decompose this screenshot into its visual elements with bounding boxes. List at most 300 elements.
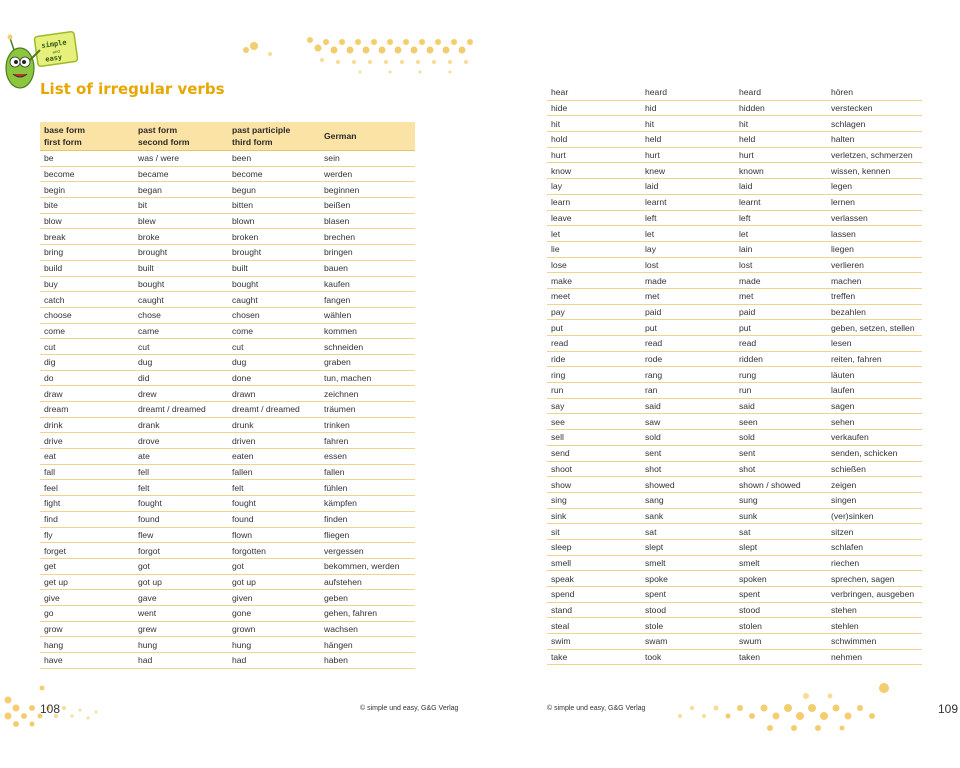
past-participle-cell: rung bbox=[735, 367, 827, 383]
german-cell: zeichnen bbox=[320, 386, 415, 402]
past-participle-cell: sat bbox=[735, 524, 827, 540]
german-cell: laufen bbox=[827, 383, 922, 399]
base-form-cell: ring bbox=[547, 367, 641, 383]
base-form-cell: feel bbox=[40, 480, 134, 496]
base-form-cell: buy bbox=[40, 276, 134, 292]
past-participle-cell: hurt bbox=[735, 147, 827, 163]
german-cell: vergessen bbox=[320, 543, 415, 559]
table-row bbox=[547, 336, 922, 352]
past-form-cell: drove bbox=[134, 433, 228, 449]
table-row bbox=[547, 100, 922, 116]
header-past-participle-label: past participle bbox=[232, 125, 291, 135]
past-participle-cell: dreamt / dreamed bbox=[228, 402, 320, 418]
base-form-cell: spend bbox=[547, 587, 641, 603]
past-form-cell: blew bbox=[134, 213, 228, 229]
base-form-cell: break bbox=[40, 229, 134, 245]
german-cell: lassen bbox=[827, 226, 922, 242]
base-form-cell: get up bbox=[40, 574, 134, 590]
past-participle-cell: hit bbox=[735, 116, 827, 132]
table-row bbox=[40, 213, 415, 229]
german-cell: haben bbox=[320, 653, 415, 669]
base-form-cell: hold bbox=[547, 132, 641, 148]
table-row bbox=[40, 527, 415, 543]
past-participle-cell: left bbox=[735, 210, 827, 226]
past-form-cell: caught bbox=[134, 292, 228, 308]
table-row bbox=[40, 402, 415, 418]
table-row bbox=[547, 320, 922, 336]
past-participle-cell: met bbox=[735, 288, 827, 304]
past-form-cell: laid bbox=[641, 179, 735, 195]
base-form-cell: take bbox=[547, 649, 641, 665]
past-form-cell: made bbox=[641, 273, 735, 289]
past-participle-cell: swum bbox=[735, 634, 827, 650]
german-cell: nehmen bbox=[827, 649, 922, 665]
past-participle-cell: driven bbox=[228, 433, 320, 449]
german-cell: verletzen, schmerzen bbox=[827, 147, 922, 163]
base-form-cell: pay bbox=[547, 304, 641, 320]
table-row bbox=[547, 367, 922, 383]
table-row bbox=[547, 304, 922, 320]
german-cell: bringen bbox=[320, 245, 415, 261]
german-cell: bauen bbox=[320, 260, 415, 276]
table-row bbox=[547, 116, 922, 132]
past-form-cell: read bbox=[641, 336, 735, 352]
table-row bbox=[40, 449, 415, 465]
past-form-cell: forgot bbox=[134, 543, 228, 559]
base-form-cell: eat bbox=[40, 449, 134, 465]
past-form-cell: ran bbox=[641, 383, 735, 399]
german-cell: schneiden bbox=[320, 339, 415, 355]
past-participle-cell: found bbox=[228, 511, 320, 527]
base-form-cell: drink bbox=[40, 417, 134, 433]
header-base-form-label: base form bbox=[44, 125, 86, 135]
past-participle-cell: run bbox=[735, 383, 827, 399]
past-participle-cell: had bbox=[228, 653, 320, 669]
german-cell: halten bbox=[827, 132, 922, 148]
german-cell: schlagen bbox=[827, 116, 922, 132]
logo-text-bottom: easy bbox=[44, 53, 63, 64]
past-form-cell: sank bbox=[641, 508, 735, 524]
table-row bbox=[547, 430, 922, 446]
past-participle-cell: cut bbox=[228, 339, 320, 355]
base-form-cell: do bbox=[40, 370, 134, 386]
past-participle-cell: sent bbox=[735, 445, 827, 461]
past-participle-cell: bought bbox=[228, 276, 320, 292]
past-form-cell: brought bbox=[134, 245, 228, 261]
table-header-row bbox=[40, 122, 415, 151]
past-participle-cell: known bbox=[735, 163, 827, 179]
past-form-cell: showed bbox=[641, 477, 735, 493]
base-form-cell: cut bbox=[40, 339, 134, 355]
german-cell: verstecken bbox=[827, 100, 922, 116]
table-row bbox=[40, 354, 415, 370]
base-form-cell: see bbox=[547, 414, 641, 430]
german-cell: legen bbox=[827, 179, 922, 195]
header-first-form bbox=[40, 122, 134, 151]
german-cell: sein bbox=[320, 151, 415, 167]
past-participle-cell: grown bbox=[228, 621, 320, 637]
base-form-cell: hear bbox=[547, 85, 641, 100]
past-form-cell: lay bbox=[641, 241, 735, 257]
past-form-cell: went bbox=[134, 605, 228, 621]
past-participle-cell: hidden bbox=[735, 100, 827, 116]
table-row bbox=[547, 226, 922, 242]
past-participle-cell: shot bbox=[735, 461, 827, 477]
base-form-cell: catch bbox=[40, 292, 134, 308]
german-cell: fahren bbox=[320, 433, 415, 449]
past-form-cell: chose bbox=[134, 307, 228, 323]
base-form-cell: drive bbox=[40, 433, 134, 449]
past-form-cell: did bbox=[134, 370, 228, 386]
past-form-cell: felt bbox=[134, 480, 228, 496]
german-cell: lernen bbox=[827, 194, 922, 210]
german-cell: kaufen bbox=[320, 276, 415, 292]
base-form-cell: hit bbox=[547, 116, 641, 132]
table-row bbox=[40, 511, 415, 527]
table-row bbox=[40, 417, 415, 433]
table-row bbox=[547, 445, 922, 461]
past-form-cell: took bbox=[641, 649, 735, 665]
past-form-cell: met bbox=[641, 288, 735, 304]
past-participle-cell: said bbox=[735, 398, 827, 414]
past-form-cell: bought bbox=[134, 276, 228, 292]
past-participle-cell: spent bbox=[735, 587, 827, 603]
past-form-cell: let bbox=[641, 226, 735, 242]
past-form-cell: had bbox=[134, 653, 228, 669]
past-participle-cell: given bbox=[228, 590, 320, 606]
base-form-cell: sink bbox=[547, 508, 641, 524]
past-participle-cell: laid bbox=[735, 179, 827, 195]
table-row bbox=[547, 587, 922, 603]
past-participle-cell: brought bbox=[228, 245, 320, 261]
past-participle-cell: come bbox=[228, 323, 320, 339]
table-row bbox=[547, 194, 922, 210]
past-participle-cell: fallen bbox=[228, 464, 320, 480]
past-participle-cell: drunk bbox=[228, 417, 320, 433]
table-row bbox=[40, 574, 415, 590]
past-participle-cell: built bbox=[228, 260, 320, 276]
past-form-cell: hid bbox=[641, 100, 735, 116]
table-row bbox=[40, 276, 415, 292]
german-cell: kommen bbox=[320, 323, 415, 339]
past-form-cell: flew bbox=[134, 527, 228, 543]
past-participle-cell: put bbox=[735, 320, 827, 336]
table-row bbox=[40, 637, 415, 653]
base-form-cell: let bbox=[547, 226, 641, 242]
past-form-cell: put bbox=[641, 320, 735, 336]
base-form-cell: smell bbox=[547, 555, 641, 571]
past-participle-cell: stolen bbox=[735, 618, 827, 634]
table-row bbox=[547, 524, 922, 540]
german-cell: brechen bbox=[320, 229, 415, 245]
past-participle-cell: lost bbox=[735, 257, 827, 273]
base-form-cell: say bbox=[547, 398, 641, 414]
german-cell: hängen bbox=[320, 637, 415, 653]
table-row bbox=[40, 386, 415, 402]
past-form-cell: got bbox=[134, 558, 228, 574]
past-form-cell: hurt bbox=[641, 147, 735, 163]
dots-decoration-bottom-right bbox=[670, 676, 890, 746]
table-row bbox=[40, 151, 415, 167]
past-participle-cell: read bbox=[735, 336, 827, 352]
copyright-left: © simple und easy, G&G Verlag bbox=[360, 705, 459, 712]
past-participle-cell: seen bbox=[735, 414, 827, 430]
base-form-cell: have bbox=[40, 653, 134, 669]
base-form-cell: swim bbox=[547, 634, 641, 650]
german-cell: werden bbox=[320, 166, 415, 182]
past-form-cell: built bbox=[134, 260, 228, 276]
table-row bbox=[547, 634, 922, 650]
table-row bbox=[40, 307, 415, 323]
base-form-cell: know bbox=[547, 163, 641, 179]
past-form-cell: heard bbox=[641, 85, 735, 100]
page-number-left: 108 bbox=[40, 702, 61, 716]
base-form-cell: grow bbox=[40, 621, 134, 637]
past-form-cell: slept bbox=[641, 539, 735, 555]
base-form-cell: hurt bbox=[547, 147, 641, 163]
right-page bbox=[480, 0, 960, 768]
german-cell: (ver)sinken bbox=[827, 508, 922, 524]
header-first-form-label: first form bbox=[44, 137, 82, 147]
past-form-cell: drank bbox=[134, 417, 228, 433]
past-form-cell: spoke bbox=[641, 571, 735, 587]
german-cell: verlassen bbox=[827, 210, 922, 226]
past-participle-cell: heard bbox=[735, 85, 827, 100]
past-form-cell: rode bbox=[641, 351, 735, 367]
german-cell: graben bbox=[320, 354, 415, 370]
past-form-cell: rang bbox=[641, 367, 735, 383]
past-participle-cell: dug bbox=[228, 354, 320, 370]
past-participle-cell: sung bbox=[735, 492, 827, 508]
base-form-cell: blow bbox=[40, 213, 134, 229]
past-form-cell: was / were bbox=[134, 151, 228, 167]
past-participle-cell: drawn bbox=[228, 386, 320, 402]
past-participle-cell: begun bbox=[228, 182, 320, 198]
table-row bbox=[547, 147, 922, 163]
table-row bbox=[40, 558, 415, 574]
german-cell: singen bbox=[827, 492, 922, 508]
german-cell: verlieren bbox=[827, 257, 922, 273]
base-form-cell: shoot bbox=[547, 461, 641, 477]
past-form-cell: paid bbox=[641, 304, 735, 320]
table-row bbox=[547, 508, 922, 524]
base-form-cell: hide bbox=[547, 100, 641, 116]
past-form-cell: hung bbox=[134, 637, 228, 653]
table-row bbox=[547, 163, 922, 179]
past-participle-cell: gone bbox=[228, 605, 320, 621]
copyright-right: © simple und easy, G&G Verlag bbox=[547, 705, 646, 712]
past-participle-cell: eaten bbox=[228, 449, 320, 465]
german-cell: reiten, fahren bbox=[827, 351, 922, 367]
base-form-cell: speak bbox=[547, 571, 641, 587]
table-row bbox=[547, 288, 922, 304]
german-cell: sagen bbox=[827, 398, 922, 414]
base-form-cell: make bbox=[547, 273, 641, 289]
table-row bbox=[40, 292, 415, 308]
base-form-cell: leave bbox=[547, 210, 641, 226]
table-row bbox=[40, 590, 415, 606]
table-row bbox=[547, 492, 922, 508]
german-cell: geben bbox=[320, 590, 415, 606]
german-cell: fliegen bbox=[320, 527, 415, 543]
past-form-cell: gave bbox=[134, 590, 228, 606]
past-form-cell: came bbox=[134, 323, 228, 339]
german-cell: schlafen bbox=[827, 539, 922, 555]
table-row bbox=[547, 85, 922, 100]
german-cell: stehen bbox=[827, 602, 922, 618]
table-row bbox=[40, 464, 415, 480]
past-participle-cell: sunk bbox=[735, 508, 827, 524]
table-row bbox=[40, 370, 415, 386]
table-row bbox=[547, 539, 922, 555]
german-cell: blasen bbox=[320, 213, 415, 229]
past-participle-cell: caught bbox=[228, 292, 320, 308]
past-participle-cell: learnt bbox=[735, 194, 827, 210]
base-form-cell: lose bbox=[547, 257, 641, 273]
table-row bbox=[547, 602, 922, 618]
table-row bbox=[40, 543, 415, 559]
german-cell: läuten bbox=[827, 367, 922, 383]
german-cell: stehlen bbox=[827, 618, 922, 634]
past-form-cell: stole bbox=[641, 618, 735, 634]
table-row bbox=[547, 477, 922, 493]
table-row bbox=[547, 257, 922, 273]
base-form-cell: go bbox=[40, 605, 134, 621]
past-participle-cell: got up bbox=[228, 574, 320, 590]
german-cell: kämpfen bbox=[320, 496, 415, 512]
past-form-cell: bit bbox=[134, 198, 228, 214]
past-participle-cell: become bbox=[228, 166, 320, 182]
table-row bbox=[40, 245, 415, 261]
past-participle-cell: held bbox=[735, 132, 827, 148]
base-form-cell: get bbox=[40, 558, 134, 574]
base-form-cell: sell bbox=[547, 430, 641, 446]
table-row bbox=[547, 414, 922, 430]
past-form-cell: fell bbox=[134, 464, 228, 480]
past-participle-cell: sold bbox=[735, 430, 827, 446]
base-form-cell: sit bbox=[547, 524, 641, 540]
logo-text-mid: and bbox=[52, 48, 61, 55]
past-participle-cell: done bbox=[228, 370, 320, 386]
past-form-cell: broke bbox=[134, 229, 228, 245]
header-second-form-label: second form bbox=[138, 137, 190, 147]
base-form-cell: lie bbox=[547, 241, 641, 257]
past-form-cell: sang bbox=[641, 492, 735, 508]
table-row bbox=[40, 198, 415, 214]
past-form-cell: smelt bbox=[641, 555, 735, 571]
table-row bbox=[547, 461, 922, 477]
german-cell: verkaufen bbox=[827, 430, 922, 446]
past-form-cell: knew bbox=[641, 163, 735, 179]
german-cell: zeigen bbox=[827, 477, 922, 493]
past-participle-cell: made bbox=[735, 273, 827, 289]
table-row bbox=[547, 555, 922, 571]
german-cell: machen bbox=[827, 273, 922, 289]
past-form-cell: dreamt / dreamed bbox=[134, 402, 228, 418]
past-form-cell: shot bbox=[641, 461, 735, 477]
base-form-cell: build bbox=[40, 260, 134, 276]
past-form-cell: saw bbox=[641, 414, 735, 430]
past-form-cell: sold bbox=[641, 430, 735, 446]
base-form-cell: bring bbox=[40, 245, 134, 261]
past-form-cell: fought bbox=[134, 496, 228, 512]
past-form-cell: began bbox=[134, 182, 228, 198]
table-row bbox=[40, 605, 415, 621]
past-form-cell: said bbox=[641, 398, 735, 414]
german-cell: riechen bbox=[827, 555, 922, 571]
past-form-cell: became bbox=[134, 166, 228, 182]
base-form-cell: become bbox=[40, 166, 134, 182]
base-form-cell: put bbox=[547, 320, 641, 336]
past-form-cell: spent bbox=[641, 587, 735, 603]
past-participle-cell: forgotten bbox=[228, 543, 320, 559]
german-cell: schießen bbox=[827, 461, 922, 477]
past-participle-cell: smelt bbox=[735, 555, 827, 571]
past-participle-cell: lain bbox=[735, 241, 827, 257]
past-participle-cell: paid bbox=[735, 304, 827, 320]
german-cell: aufstehen bbox=[320, 574, 415, 590]
past-form-cell: dug bbox=[134, 354, 228, 370]
base-form-cell: find bbox=[40, 511, 134, 527]
dots-decoration bbox=[240, 28, 480, 83]
past-participle-cell: blown bbox=[228, 213, 320, 229]
past-form-cell: ate bbox=[134, 449, 228, 465]
german-cell: bezahlen bbox=[827, 304, 922, 320]
past-form-cell: left bbox=[641, 210, 735, 226]
base-form-cell: draw bbox=[40, 386, 134, 402]
verbs-table-left-body bbox=[40, 151, 415, 669]
verbs-table-left bbox=[40, 122, 415, 669]
past-participle-cell: chosen bbox=[228, 307, 320, 323]
base-form-cell: fall bbox=[40, 464, 134, 480]
german-cell: sitzen bbox=[827, 524, 922, 540]
base-form-cell: send bbox=[547, 445, 641, 461]
german-cell: finden bbox=[320, 511, 415, 527]
base-form-cell: dream bbox=[40, 402, 134, 418]
past-participle-cell: got bbox=[228, 558, 320, 574]
table-row bbox=[547, 241, 922, 257]
german-cell: schwimmen bbox=[827, 634, 922, 650]
base-form-cell: be bbox=[40, 151, 134, 167]
base-form-cell: dig bbox=[40, 354, 134, 370]
past-form-cell: lost bbox=[641, 257, 735, 273]
german-cell: wissen, kennen bbox=[827, 163, 922, 179]
past-participle-cell: fought bbox=[228, 496, 320, 512]
table-row bbox=[547, 398, 922, 414]
base-form-cell: hang bbox=[40, 637, 134, 653]
table-row bbox=[40, 323, 415, 339]
table-row bbox=[547, 351, 922, 367]
table-row bbox=[547, 618, 922, 634]
base-form-cell: lay bbox=[547, 179, 641, 195]
base-form-cell: choose bbox=[40, 307, 134, 323]
german-cell: fangen bbox=[320, 292, 415, 308]
base-form-cell: meet bbox=[547, 288, 641, 304]
header-past-form-label: past form bbox=[138, 125, 178, 135]
page-number-right: 109 bbox=[938, 702, 959, 716]
base-form-cell: run bbox=[547, 383, 641, 399]
base-form-cell: ride bbox=[547, 351, 641, 367]
table-row bbox=[547, 273, 922, 289]
header-second-form bbox=[134, 122, 228, 151]
table-row bbox=[40, 496, 415, 512]
german-cell: tun, machen bbox=[320, 370, 415, 386]
german-cell: lesen bbox=[827, 336, 922, 352]
german-cell: verbringen, ausgeben bbox=[827, 587, 922, 603]
past-form-cell: found bbox=[134, 511, 228, 527]
past-participle-cell: let bbox=[735, 226, 827, 242]
past-participle-cell: been bbox=[228, 151, 320, 167]
